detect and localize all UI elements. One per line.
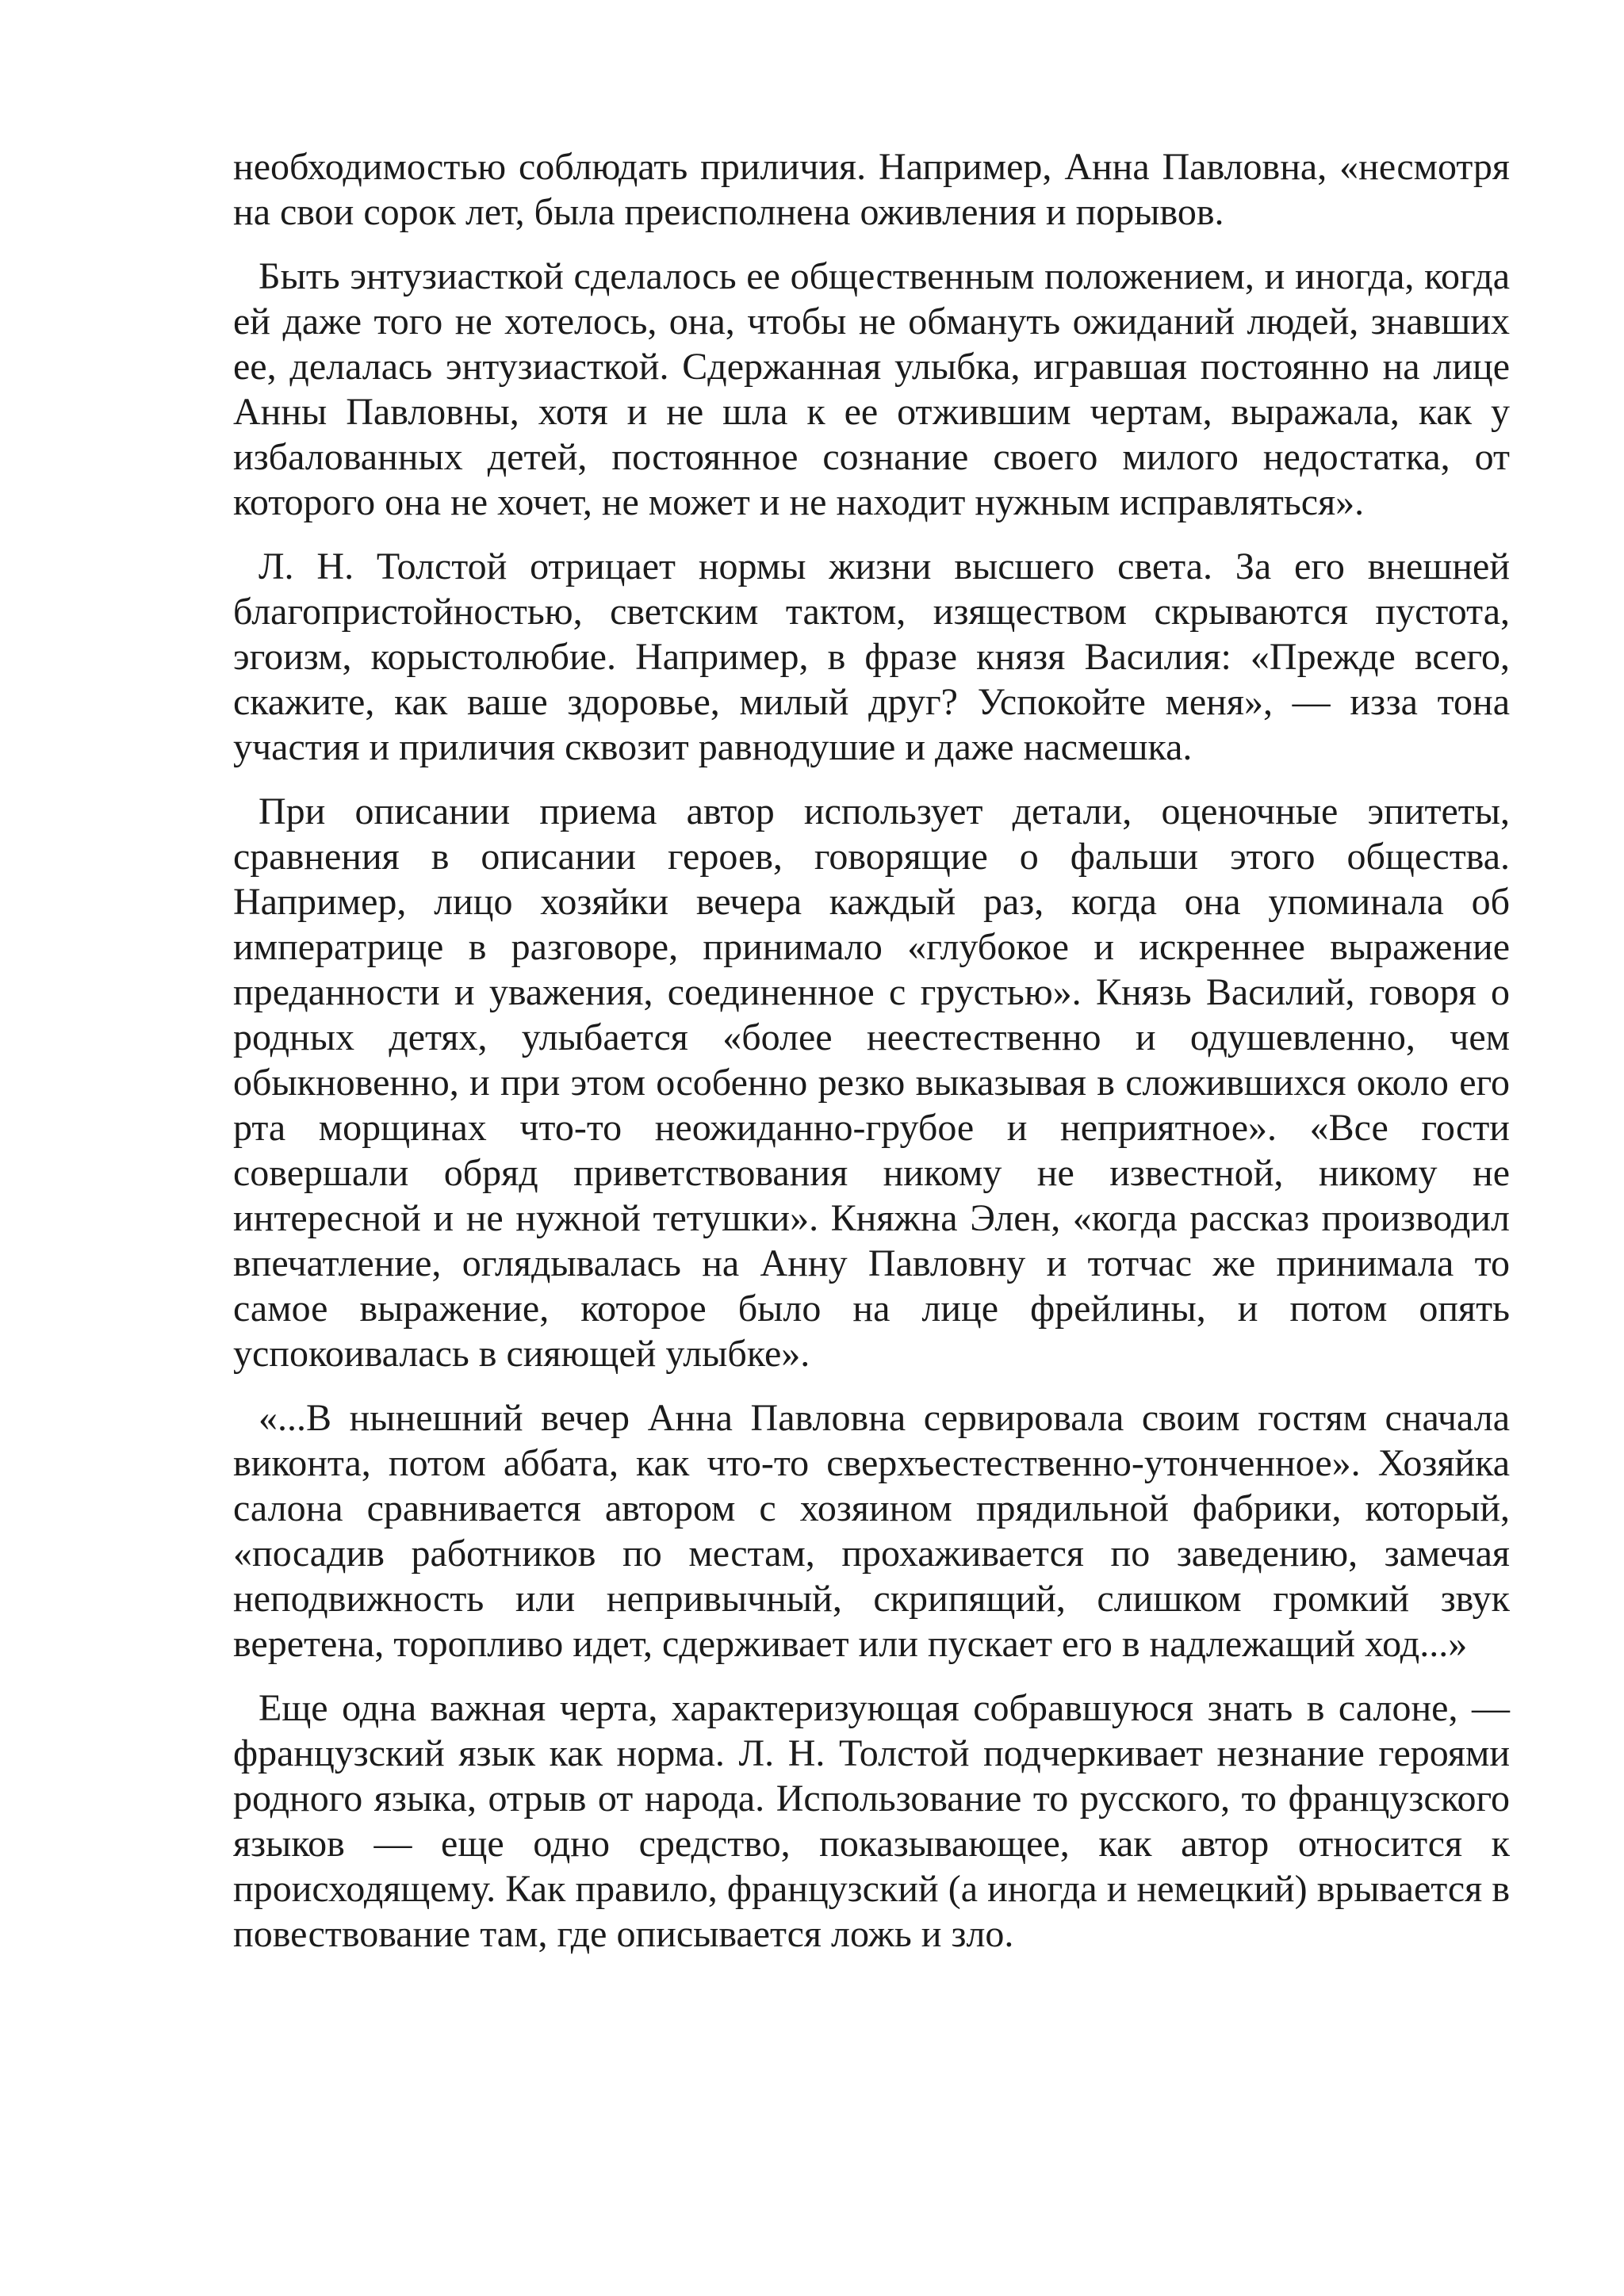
- paragraph-5: «...В нынешний вечер Анна Павловна сервировала своим гостям сначала виконта, потом аббата, как что-то сверхъестественно-утонченное». Хозяйка салона сравнивается автором с хозяином прядильной фабрики, который, «посадив работников по местам, прохаживается по заведению, замечая неподвижность или непривычный, скрипящий, слишком громкий звук веретена, торопливо идет, сдерживает или пускает его в надлежащий ход...»: [233, 1397, 1510, 1665]
- paragraph-2: Быть энтузиасткой сделалось ее общественным положением, и иногда, когда ей даже того не хотелось, она, чтобы не обмануть ожиданий людей, знавших ее, делалась энтузиасткой. Сдержанная улыбка, игравшая постоянно на лице Анны Павловны, хотя и не шла к ее отжившим чертам, выражала, как у избалованных детей, постоянное сознание своего милого недостатка, от которого она не хочет, не может и не находит нужным исправляться».: [233, 255, 1510, 523]
- body-text: [233, 144, 1510, 1976]
- paragraph-6: Еще одна важная черта, характеризующая собравшуюся знать в салоне, — французский язык как норма. Л. Н. Толстой подчеркивает незнание героями родного языка, отрыв от народа. Использование то русского, то французского языков — еще одно средство, показывающее, как автор относится к происходящему. Как правило, французский (а иногда и немецкий) врывается в повествование там, где описывается ложь и зло.: [233, 1687, 1510, 1955]
- paragraph-4: При описании приема автор использует детали, оценочные эпитеты, сравнения в описании героев, говорящие о фальши этого общества. Например, лицо хозяйки вечера каждый раз, когда она упоминала об императрице в разговоре, принимало «глубокое и искреннее выражение преданности и уважения, соединенное с грустью». Князь Василий, говоря о родных детях, улыбается «более неестественно и одушевленно, чем обыкновенно, и при этом особенно резко выказывая в сложившихся около его рта морщинах что-то неожиданно-грубое и неприятное». «Все гости совершали обряд приветствования никому не известной, никому не интересной и не нужной тетушки». Княжна Элен, «когда рассказ производил впечатление, оглядывалась на Анну Павловну и тотчас же принимала то самое выражение, которое было на лице фрейлины, и потом опять успокоивалась в сияющей улыбке».: [233, 790, 1510, 1375]
- paragraph-1: необходимостью соблюдать приличия. Например, Анна Павловна, «несмотря на свои сорок лет, была преисполнена оживления и порывов.: [233, 146, 1510, 233]
- paragraph-3: Л. Н. Толстой отрицает нормы жизни высшего света. За его внешней благопристойностью, светским тактом, изяществом скрываются пустота, эгоизм, корыстолюбие. Например, в фразе князя Василия: «Прежде всего, скажите, как ваше здоровье, милый друг? Успокойте меня», — изза тона участия и приличия сквозит равнодушие и даже насмешка.: [233, 545, 1510, 768]
